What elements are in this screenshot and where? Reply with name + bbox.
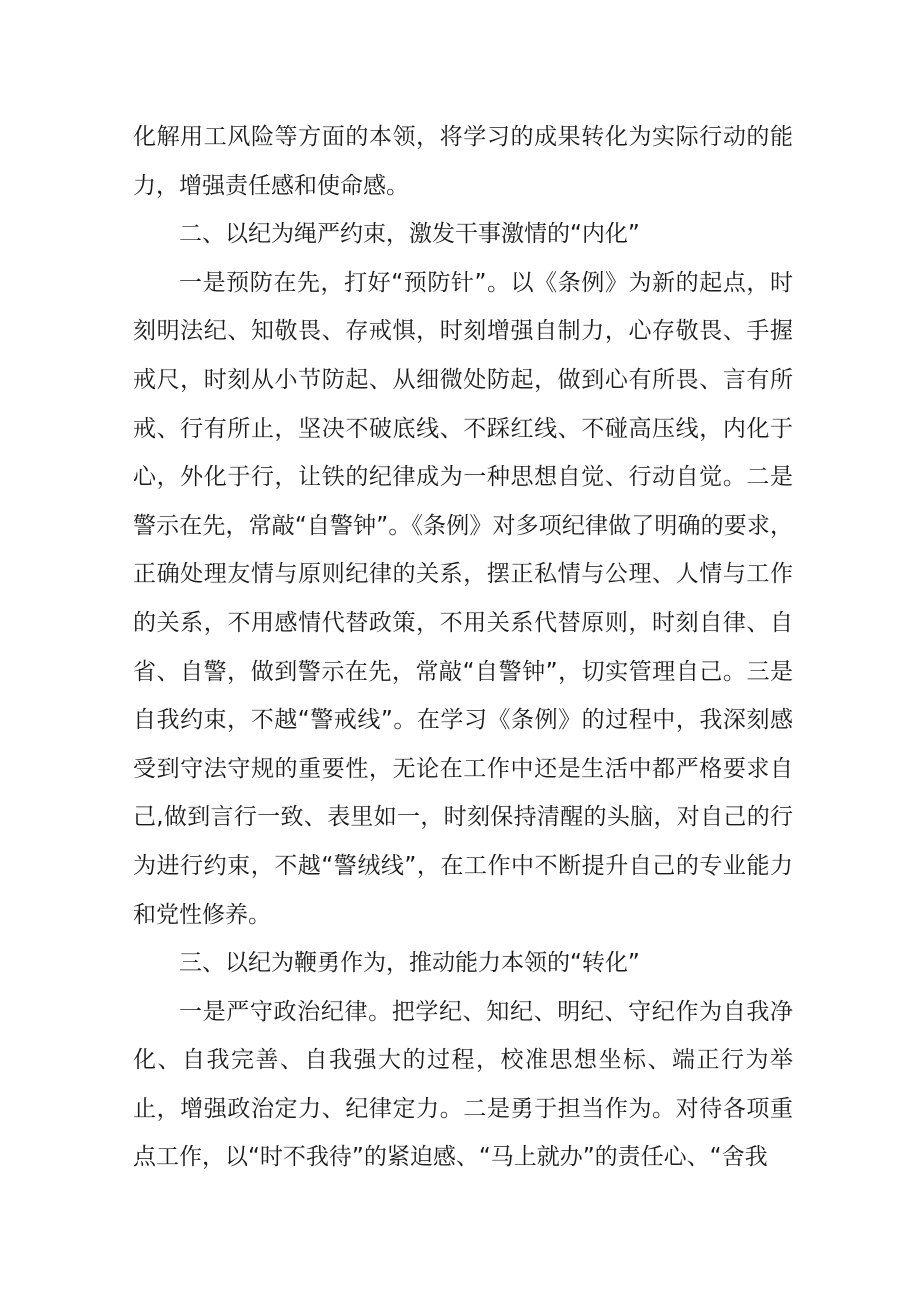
paragraph-section-two-body: 一是预防在先，打好“预防针”。以《条例》为新的起点，时刻明法纪、知敬畏、存戒惧，时刻增强自制力，心存敬畏、手握戒尺，时刻从小节防起、从细微处防起，做到心有所畏、言有所戒、行有所止，坚决不破底线、不踩红线、不碰高压线，内化于心，外化于行，让铁的纪律成为一种思想自觉、行动自觉。二是警示在先，常敲“自警钟”。《条例》对多项纪律做了明确的要求，正确处理友情与原则纪律的关系，摆正私情与公理、人情与工作的关系，不用感情代替政策，不用关系代替原则，时刻自律、自省、自警，做到警示在先，常敲“自警钟”，切实管理自己。三是自我约束，不越“警戒线”。在学习《条例》的过程中，我深刻感受到守法守规的重要性，无论在工作中还是生活中都严格要求自己,做到言行一致、表里如一，时刻保持清醒的头脑，对自己的行为进行约束，不越“警绒线”，在工作中不断提升自己的专业能力和党性修养。 (133, 269, 793, 928)
paragraph-section-three-body: 一是严守政治纪律。把学纪、知纪、明纪、守纪作为自我净化、自我完善、自我强大的过程，校准思想坐标、端正行为举止，增强政治定力、纪律定力。二是勇于担当作为。对待各项重点工作，以“时不我待”的紧迫感、“马上就办”的责任心、“舍我 (133, 998, 793, 1171)
section-heading-two: 二、以纪为绳严约束，激发干事激情的“内化” (179, 221, 640, 248)
paragraph-continuation: 化解用工风险等方面的本领，将学习的成果转化为实际行动的能力，增强责任感和使命感。 (133, 124, 793, 199)
section-heading-three: 三、以纪为鞭勇作为，推动能力本领的“转化” (179, 950, 640, 977)
document-body (133, 113, 793, 1182)
